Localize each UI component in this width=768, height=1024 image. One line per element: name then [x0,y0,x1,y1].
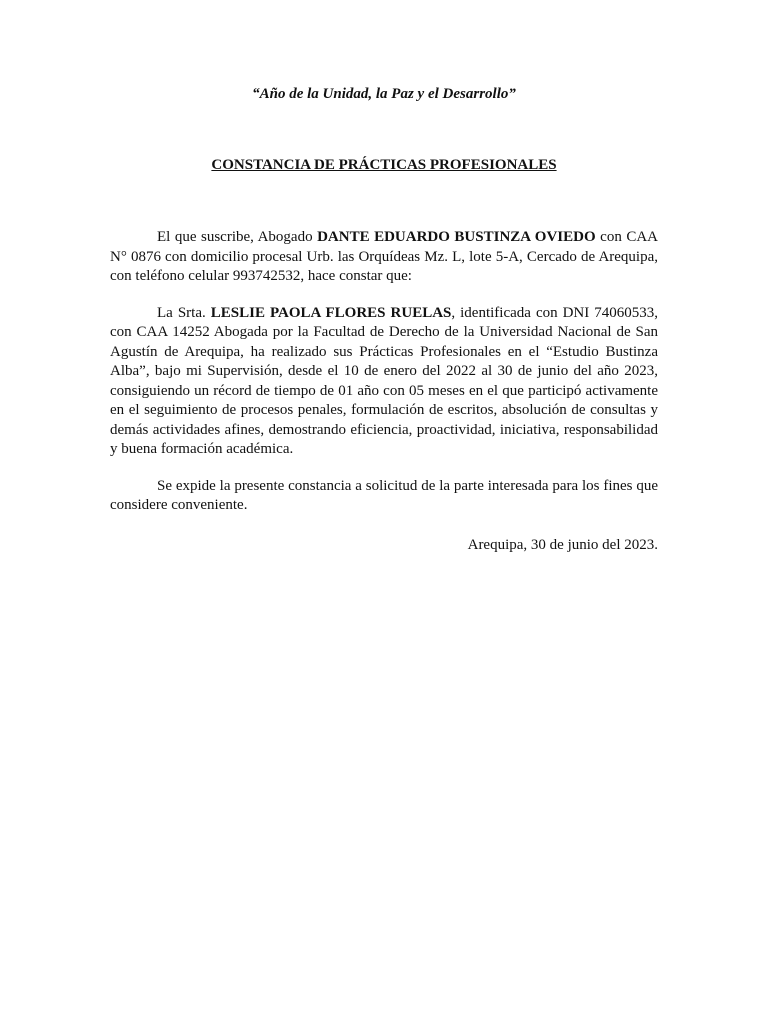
paragraph-signatory-details: con CAA N° 0876 con domicilio procesal Urb. las Orquídeas Mz. L, lote 5-A, Cercado de Arequipa, con teléfono celular 993742532, hace constar que: [110,229,658,284]
document-title: CONSTANCIA DE PRÁCTICAS PROFESIONALES [211,157,557,173]
paragraph-signatory-intro: El que suscribe, Abogado [157,229,318,245]
paragraph-intern-details: , identificada con DNI 74060533, con CAA 14252 Abogada por la Facultad de Derecho de la Universidad Nacional de San Agustín de Arequipa, ha realizado sus Prácticas Profesionales en el “Estudio Bustinza Alba”, bajo mi Supervisión, desde el 10 de enero del 2022 al 30 de junio del año 2023, consiguiendo un récord de tiempo de 01 año con 05 meses en el que participó activamente en el seguimiento de procesos penales, formulación de escritos, absolución de consultas y demás actividades afines, demostrando eficiencia, proactividad, iniciativa, responsabilidad y buena formación académica. [110,304,659,457]
paragraph-signatory [110,228,658,287]
paragraph-intern [110,304,658,460]
paragraph-issuance: Se expide la presente constancia a solicitud de la parte interesada para los fines que considere conveniente. [110,477,658,513]
paragraph-intern-intro: La Srta. [157,304,211,321]
document-motto: “Año de la Unidad, la Paz y el Desarrollo” [252,86,516,102]
document-page [110,84,658,555]
signatory-name: DANTE EDUARDO BUSTINZA OVIEDO [317,229,596,245]
intern-name: LESLIE PAOLA FLORES RUELAS [210,304,452,321]
place-and-date: Arequipa, 30 de junio del 2023. [467,536,658,553]
